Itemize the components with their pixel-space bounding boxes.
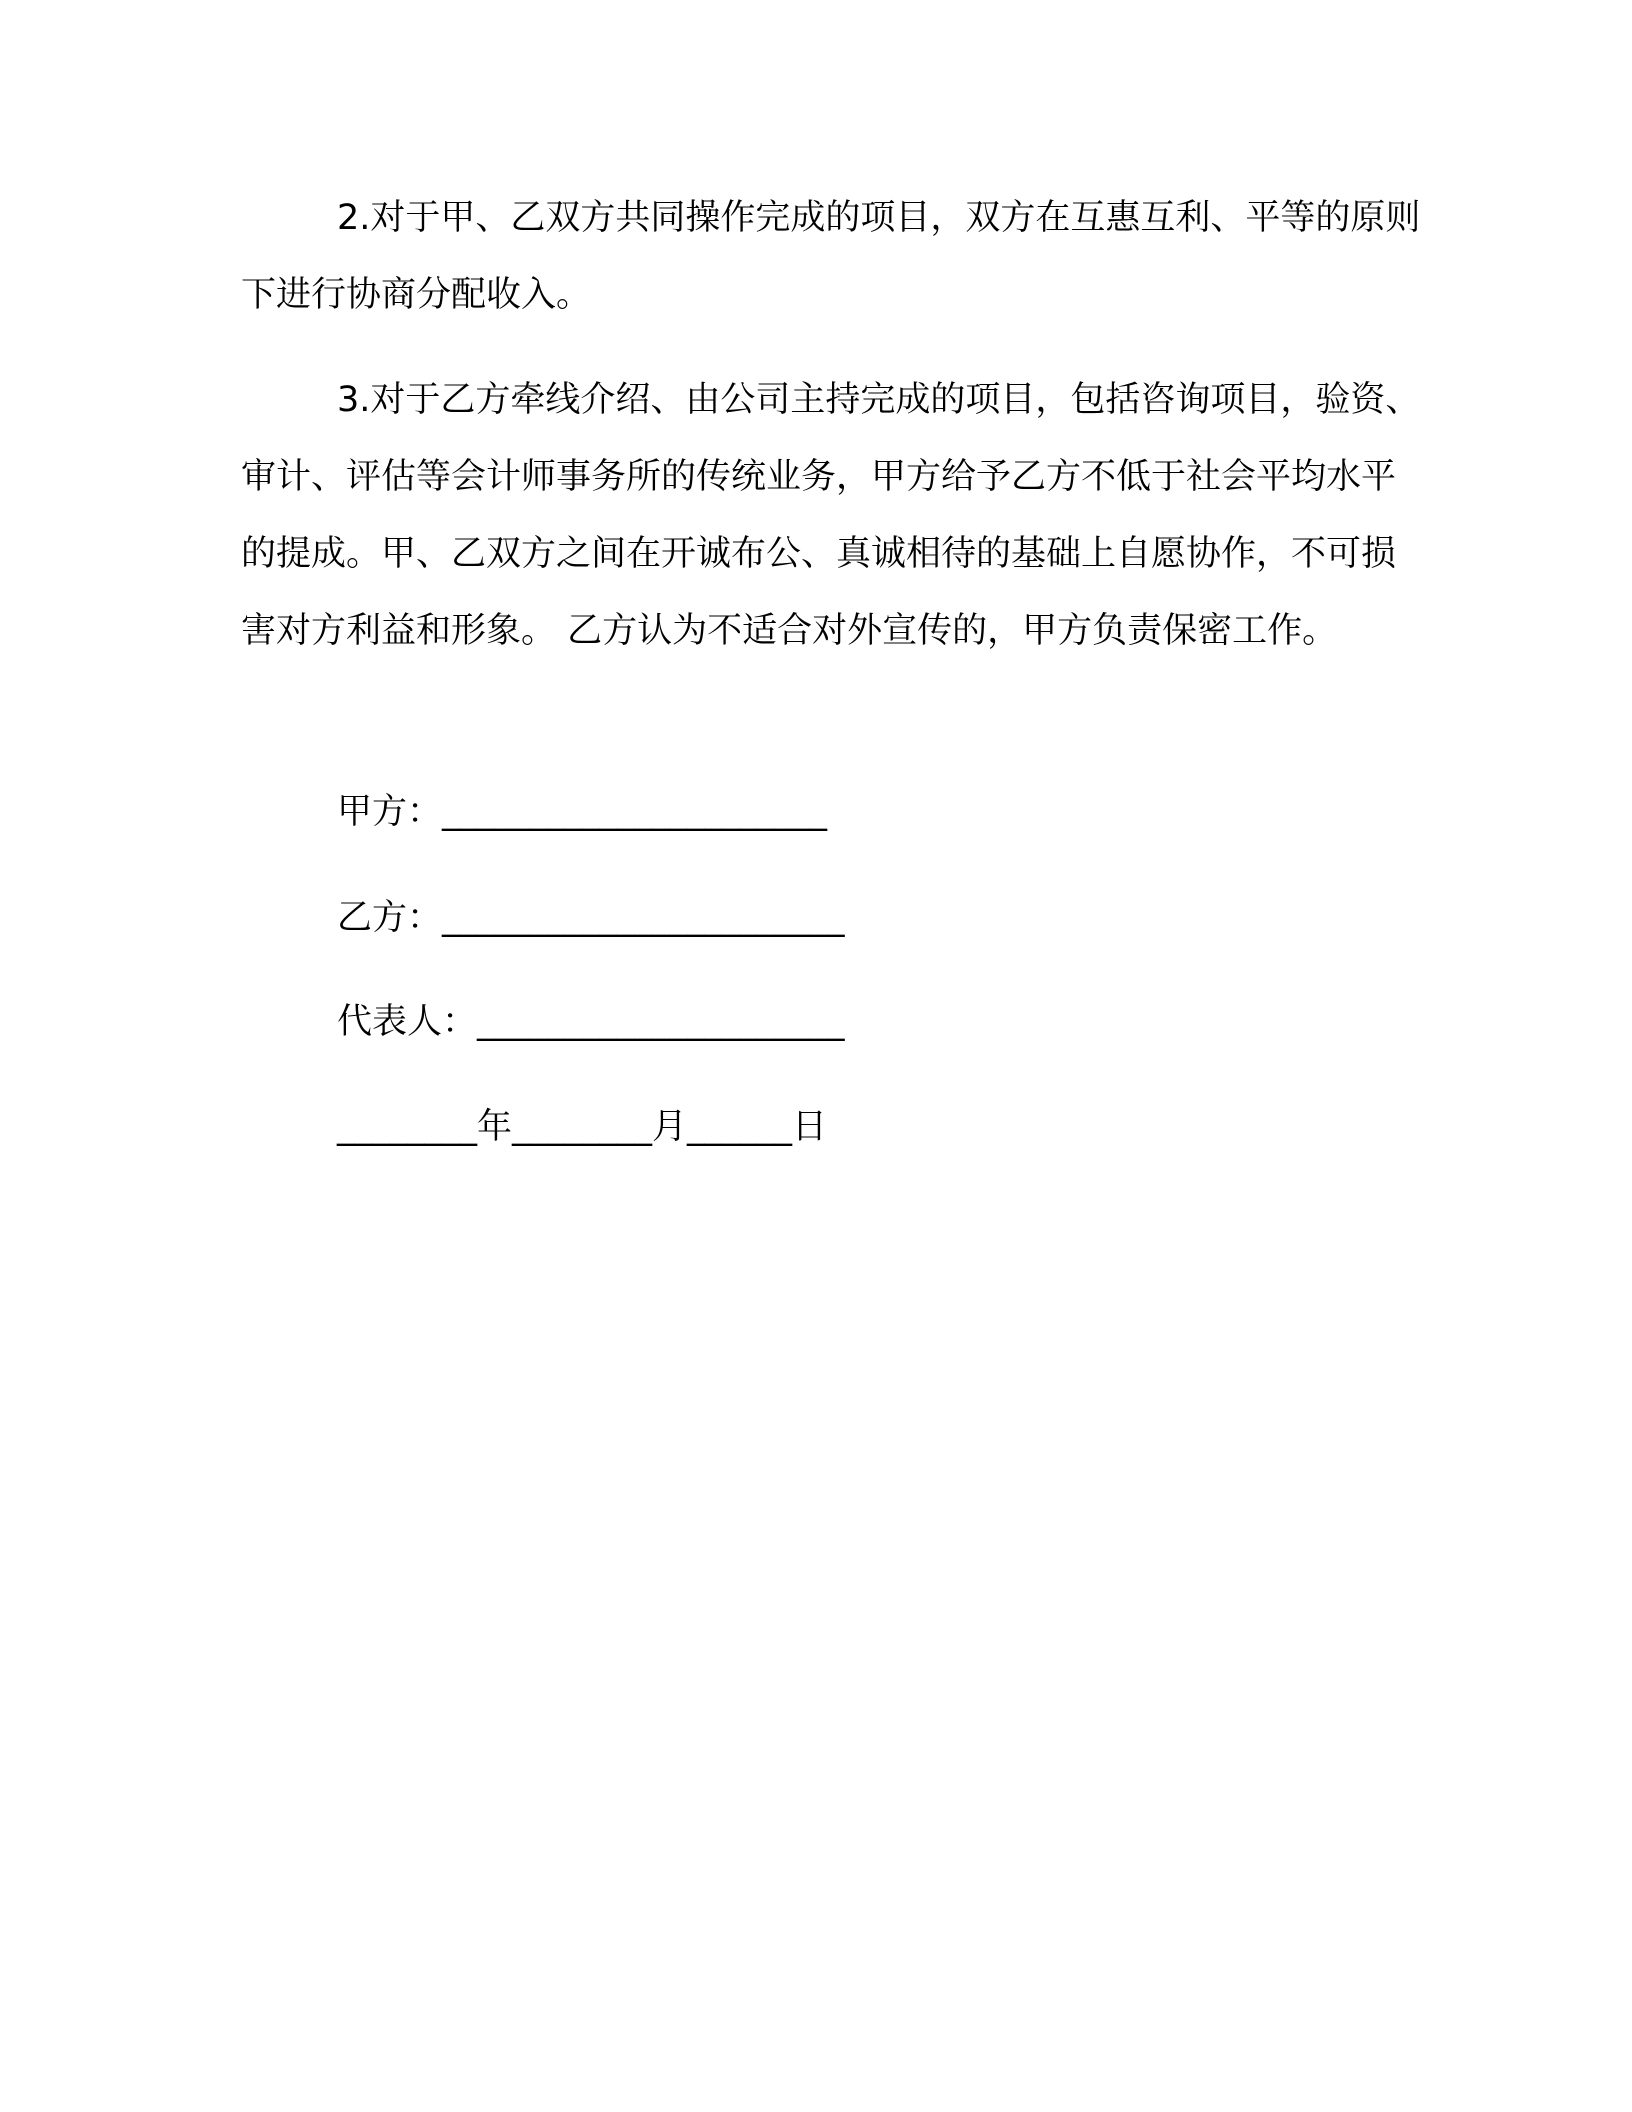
signature-party-a: 甲方：______________________ (337, 792, 828, 832)
signature-representative: 代表人：_____________________ (337, 1002, 845, 1042)
signature-date: ________年________月______日 (337, 1107, 828, 1147)
paragraph-commission-terms: 3.对于乙方牵线介绍、由公司主持完成的项目，包括咨询项目，验资、审计、评估等会计师事务所的传统业务，甲方给予乙方不低于社会平均水平的提成。甲、乙双方之间在开诚布公、真诚相待的基础上自愿协作，不可损害对方利益和形象。 乙方认为不适合对外宣传的，甲方负责保密工作。 (241, 380, 1421, 651)
paragraph-revenue-sharing: 2.对于甲、乙双方共同操作完成的项目，双方在互惠互利、平等的原则下进行协商分配收入。 (241, 198, 1421, 315)
signature-party-b: 乙方：_______________________ (337, 898, 845, 938)
